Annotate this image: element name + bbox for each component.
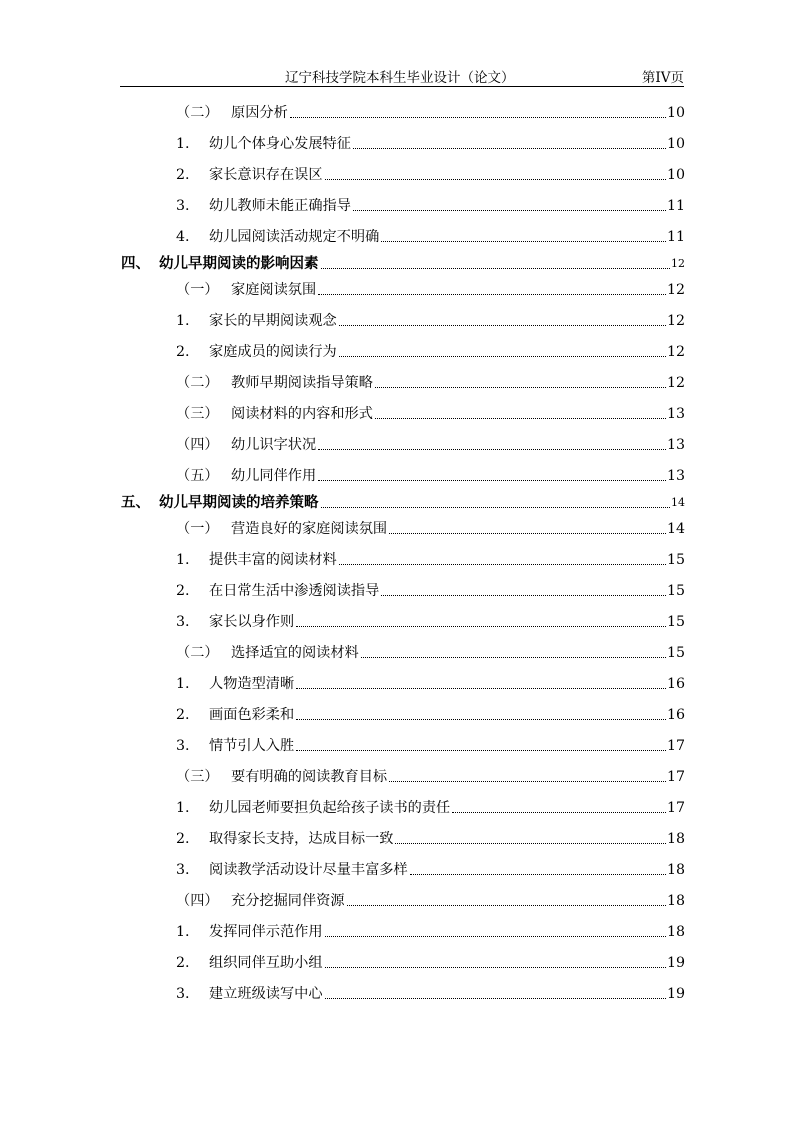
toc-dot-leader: [375, 418, 666, 419]
toc-entry-title: 家长的早期阅读观念: [209, 313, 337, 329]
toc-entry-page: 13: [666, 406, 685, 422]
toc-entry-title: 幼儿教师未能正确指导: [209, 198, 351, 214]
toc-dot-leader: [296, 626, 666, 627]
toc-entry-page: 15: [666, 645, 685, 661]
toc-entry-title: 组织同伴互助小组: [209, 955, 323, 971]
toc-entry-number: （二）: [176, 105, 219, 121]
toc-subsection-entry: [176, 195, 685, 215]
toc-subsection-entry: [176, 704, 685, 724]
toc-entry-number: 3.: [176, 986, 190, 1002]
toc-subsection-entry: [176, 673, 685, 693]
toc-entry-number: 1.: [176, 136, 190, 152]
toc-entry-page: 13: [666, 437, 685, 453]
toc-dot-leader: [395, 843, 665, 844]
toc-section-entry: [176, 518, 685, 538]
toc-entry-page: 12: [671, 257, 685, 270]
toc-entry-page: 14: [666, 521, 685, 537]
toc-entry-title: 幼儿早期阅读的培养策略: [159, 494, 319, 511]
toc-entry-page: 13: [666, 468, 685, 484]
toc-entry-title: 教师早期阅读指导策略: [231, 375, 373, 391]
toc-subsection-entry: [176, 828, 685, 848]
toc-entry-number: 2.: [176, 955, 190, 971]
toc-entry-title: 提供丰富的阅读材料: [209, 552, 337, 568]
toc-entry-number: （三）: [176, 406, 219, 422]
toc-entry-number: （五）: [176, 468, 219, 484]
toc-entry-title: 家长以身作则: [209, 614, 295, 630]
toc-entry-page: 19: [666, 986, 685, 1002]
toc-entry-title: 发挥同伴示范作用: [209, 924, 323, 940]
toc-entry-title: 幼儿个体身心发展特征: [209, 136, 351, 152]
toc-dot-leader: [339, 564, 666, 565]
toc-entry-page: 18: [666, 862, 685, 878]
toc-entry-number: 4.: [176, 229, 190, 245]
toc-entry-title: 阅读材料的内容和形式: [231, 406, 373, 422]
toc-subsection-entry: [176, 549, 685, 569]
toc-entry-page: 18: [666, 924, 685, 940]
toc-dot-leader: [381, 595, 666, 596]
toc-entry-page: 15: [666, 614, 685, 630]
toc-dot-leader: [452, 812, 666, 813]
toc-subsection-entry: [176, 859, 685, 879]
toc-entry-page: 17: [666, 800, 685, 816]
toc-subsection-entry: [176, 310, 685, 330]
toc-dot-leader: [347, 905, 666, 906]
toc-entry-title: 情节引人入胜: [209, 738, 295, 754]
toc-chapter-entry: [121, 492, 685, 512]
toc-entry-number: （四）: [176, 437, 219, 453]
toc-entry-number: 1.: [176, 800, 190, 816]
toc-subsection-entry: [176, 164, 685, 184]
toc-entry-number: （二）: [176, 645, 219, 661]
toc-subsection-entry: [176, 735, 685, 755]
toc-entry-number: 五、: [121, 494, 150, 511]
toc-entry-number: 四、: [121, 255, 150, 272]
toc-entry-number: 1.: [176, 676, 190, 692]
toc-section-entry: [176, 890, 685, 910]
toc-entry-number: 2.: [176, 344, 190, 360]
toc-dot-leader: [361, 657, 666, 658]
toc-dot-leader: [325, 179, 666, 180]
toc-entry-page: 16: [666, 676, 685, 692]
toc-subsection-entry: [176, 611, 685, 631]
toc-dot-leader: [318, 449, 666, 450]
toc-entry-number: 2.: [176, 167, 190, 183]
toc-entry-title: 阅读教学活动设计尽量丰富多样: [209, 862, 408, 878]
toc-dot-leader: [321, 268, 671, 269]
toc-dot-leader: [325, 936, 666, 937]
toc-entry-title: 在日常生活中渗透阅读指导: [209, 583, 380, 599]
toc-section-entry: [176, 766, 685, 786]
toc-dot-leader: [318, 480, 666, 481]
toc-entry-number: 3.: [176, 738, 190, 754]
toc-section-entry: [176, 642, 685, 662]
toc-entry-number: 1.: [176, 924, 190, 940]
toc-entry-number: 1.: [176, 313, 190, 329]
toc-dot-leader: [325, 967, 666, 968]
toc-section-entry: [176, 279, 685, 299]
toc-entry-title: 营造良好的家庭阅读氛围: [231, 521, 388, 537]
toc-dot-leader: [325, 998, 666, 999]
toc-entry-title: 要有明确的阅读教育目标: [231, 769, 388, 785]
toc-entry-title: 建立班级读写中心: [209, 986, 323, 1002]
toc-entry-page: 11: [666, 229, 685, 245]
toc-dot-leader: [375, 387, 666, 388]
toc-entry-page: 18: [666, 893, 685, 909]
toc-subsection-entry: [176, 921, 685, 941]
toc-entry-title: 幼儿园老师要担负起给孩子读书的责任: [209, 800, 451, 816]
toc-subsection-entry: [176, 580, 685, 600]
toc-entry-page: 19: [666, 955, 685, 971]
toc-entry-number: （一）: [176, 521, 219, 537]
toc-entry-page: 12: [666, 313, 685, 329]
toc-dot-leader: [381, 241, 666, 242]
toc-entry-page: 17: [666, 738, 685, 754]
toc-entry-page: 18: [666, 831, 685, 847]
toc-entry-page: 10: [666, 105, 685, 121]
toc-entry-number: （二）: [176, 375, 219, 391]
toc-dot-leader: [318, 294, 666, 295]
toc-entry-number: （三）: [176, 769, 219, 785]
toc-entry-number: 2.: [176, 583, 190, 599]
toc-entry-page: 11: [666, 198, 685, 214]
toc-entry-page: 14: [671, 496, 685, 509]
toc-entry-number: 2.: [176, 707, 190, 723]
toc-entry-number: 2.: [176, 831, 190, 847]
toc-entry-title: 取得家长支持，达成目标一致: [209, 831, 394, 847]
toc-entry-page: 15: [666, 552, 685, 568]
toc-dot-leader: [353, 148, 666, 149]
toc-entry-title: 幼儿识字状况: [231, 437, 317, 453]
toc-entry-page: 12: [666, 344, 685, 360]
toc-entry-title: 人物造型清晰: [209, 676, 295, 692]
toc-section-entry: [176, 102, 685, 122]
toc-entry-title: 画面色彩柔和: [209, 707, 295, 723]
toc-entry-number: 3.: [176, 198, 190, 214]
toc-entry-page: 10: [666, 167, 685, 183]
toc-dot-leader: [389, 781, 666, 782]
toc-chapter-entry: [121, 253, 685, 273]
toc-section-entry: [176, 434, 685, 454]
toc-entry-page: 16: [666, 707, 685, 723]
toc-entry-number: 3.: [176, 614, 190, 630]
toc-entry-page: 10: [666, 136, 685, 152]
toc-subsection-entry: [176, 983, 685, 1003]
toc-subsection-entry: [176, 226, 685, 246]
toc-dot-leader: [321, 507, 671, 508]
document-title: 辽宁科技学院本科生毕业设计（论文）: [285, 70, 515, 86]
toc-dot-leader: [296, 750, 666, 751]
toc-section-entry: [176, 465, 685, 485]
page-number: 第IV页: [641, 70, 684, 86]
toc-entry-title: 家长意识存在误区: [209, 167, 323, 183]
toc-entry-title: 幼儿园阅读活动规定不明确: [209, 229, 380, 245]
toc-dot-leader: [410, 874, 666, 875]
toc-subsection-entry: [176, 952, 685, 972]
page-header: [120, 64, 684, 87]
toc-dot-leader: [290, 117, 666, 118]
toc-entry-number: 1.: [176, 552, 190, 568]
toc-entry-title: 原因分析: [231, 105, 288, 121]
toc-entry-title: 家庭阅读氛围: [231, 282, 317, 298]
toc-entry-number: 3.: [176, 862, 190, 878]
toc-section-entry: [176, 372, 685, 392]
toc-subsection-entry: [176, 133, 685, 153]
toc-entry-title: 幼儿同伴作用: [231, 468, 317, 484]
toc-dot-leader: [389, 533, 666, 534]
toc-section-entry: [176, 403, 685, 423]
toc-entry-title: 幼儿早期阅读的影响因素: [159, 255, 319, 272]
toc-entry-number: （一）: [176, 282, 219, 298]
toc-subsection-entry: [176, 341, 685, 361]
toc-dot-leader: [296, 688, 666, 689]
toc-entry-number: （四）: [176, 893, 219, 909]
toc-entry-title: 充分挖掘同伴资源: [231, 893, 345, 909]
toc-dot-leader: [353, 210, 666, 211]
toc-entry-page: 12: [666, 375, 685, 391]
toc-entry-page: 17: [666, 769, 685, 785]
toc-entry-title: 选择适宜的阅读材料: [231, 645, 359, 661]
toc-entry-page: 12: [666, 282, 685, 298]
toc-entry-title: 家庭成员的阅读行为: [209, 344, 337, 360]
toc-entry-page: 15: [666, 583, 685, 599]
toc-subsection-entry: [176, 797, 685, 817]
toc-dot-leader: [339, 356, 666, 357]
toc-dot-leader: [339, 325, 666, 326]
toc-dot-leader: [296, 719, 666, 720]
